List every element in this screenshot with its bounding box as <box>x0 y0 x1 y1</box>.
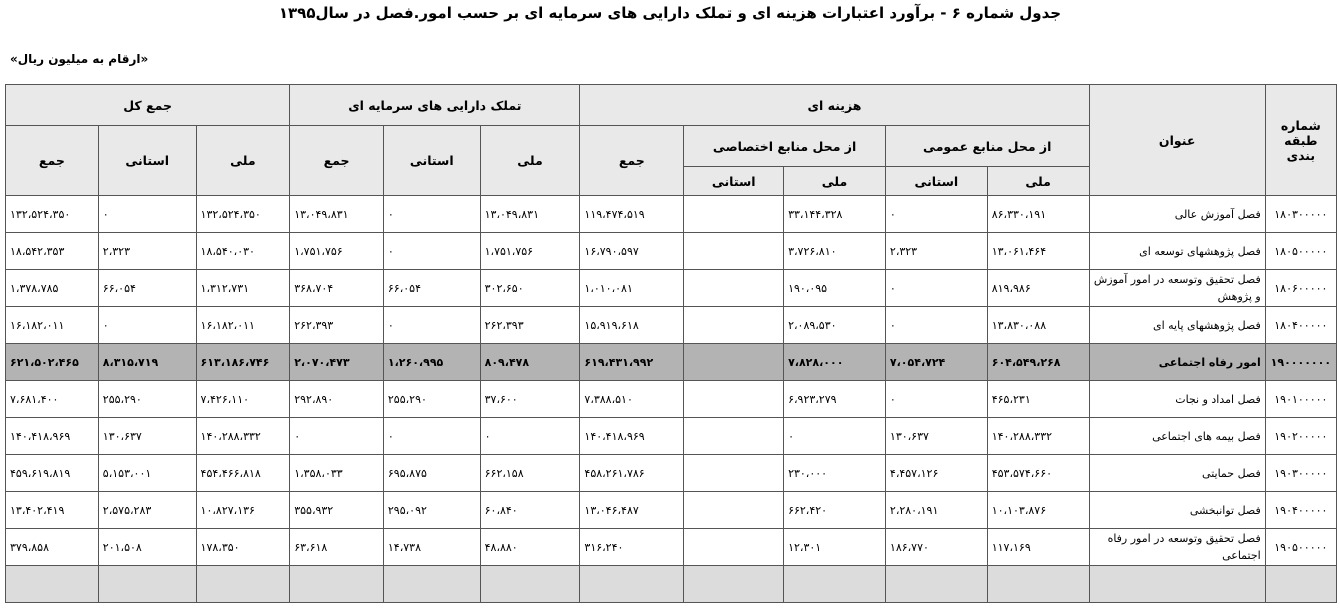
cell-tot-prov: ۰ <box>98 307 196 344</box>
header-private-national: ملی <box>784 167 886 196</box>
cell-tot-sum: ۳۷۹،۸۵۸ <box>6 529 99 566</box>
cell-name: فصل بیمه های اجتماعی <box>1089 418 1265 455</box>
cell-code: ۱۸۰۶۰۰۰۰۰ <box>1265 270 1336 307</box>
cell-code: ۱۹۰۲۰۰۰۰۰ <box>1265 418 1336 455</box>
cell-name: فصل پژوهشهای توسعه ای <box>1089 233 1265 270</box>
cell-exp-priv-prov <box>684 344 784 381</box>
cell-partial <box>1089 566 1265 603</box>
cell-exp-priv-nat: ۲۳۰،۰۰۰ <box>784 455 886 492</box>
cell-exp-sum: ۶۱۹،۴۳۱،۹۹۲ <box>580 344 684 381</box>
cell-cap-nat: ۱،۷۵۱،۷۵۶ <box>480 233 580 270</box>
cell-tot-prov: ۱۳۰،۶۳۷ <box>98 418 196 455</box>
cell-exp-sum: ۱۵،۹۱۹،۶۱۸ <box>580 307 684 344</box>
cell-partial <box>383 566 480 603</box>
cell-exp-pub-nat: ۴۶۵،۲۳۱ <box>987 381 1089 418</box>
header-private-source: از محل منابع اختصاصی <box>684 126 886 167</box>
cell-code: ۱۹۰۰۰۰۰۰۰ <box>1265 344 1336 381</box>
cell-name: امور رفاه اجتماعی <box>1089 344 1265 381</box>
cell-exp-pub-nat: ۱۱۷،۱۶۹ <box>987 529 1089 566</box>
cell-partial <box>6 566 99 603</box>
cell-exp-pub-prov: ۴،۴۵۷،۱۲۶ <box>885 455 987 492</box>
cell-tot-nat: ۱۷۸،۳۵۰ <box>196 529 290 566</box>
cell-exp-pub-nat: ۶۰۴،۵۴۹،۲۶۸ <box>987 344 1089 381</box>
cell-exp-pub-prov: ۲،۳۲۳ <box>885 233 987 270</box>
cell-tot-sum: ۷،۶۸۱،۴۰۰ <box>6 381 99 418</box>
header-expense: هزینه ای <box>580 85 1089 126</box>
cell-exp-pub-prov: ۱۳۰،۶۳۷ <box>885 418 987 455</box>
cell-partial <box>684 566 784 603</box>
header-code: شماره طبقه بندی <box>1265 85 1336 196</box>
cell-exp-pub-nat: ۱۳،۰۶۱،۴۶۴ <box>987 233 1089 270</box>
cell-partial <box>987 566 1089 603</box>
header-total-provincial: استانی <box>98 126 196 196</box>
cell-tot-nat: ۷،۴۲۶،۱۱۰ <box>196 381 290 418</box>
cell-name: فصل پژوهشهای پایه ای <box>1089 307 1265 344</box>
cell-tot-prov: ۲،۳۲۳ <box>98 233 196 270</box>
header-total-sum: جمع <box>6 126 99 196</box>
cell-tot-sum: ۶۲۱،۵۰۲،۴۶۵ <box>6 344 99 381</box>
cell-exp-pub-nat: ۱۴۰،۲۸۸،۳۳۲ <box>987 418 1089 455</box>
cell-exp-sum: ۱۴۰،۴۱۸،۹۶۹ <box>580 418 684 455</box>
cell-cap-nat: ۶۰،۸۴۰ <box>480 492 580 529</box>
cell-name: فصل تحقیق وتوسعه در امور رفاه اجتماعی <box>1089 529 1265 566</box>
table-row <box>6 418 1337 455</box>
cell-cap-nat: ۰ <box>480 418 580 455</box>
table-row <box>6 455 1337 492</box>
cell-tot-nat: ۱۴۰،۲۸۸،۳۳۲ <box>196 418 290 455</box>
cell-tot-sum: ۴۵۹،۶۱۹،۸۱۹ <box>6 455 99 492</box>
cell-exp-priv-prov <box>684 233 784 270</box>
cell-code: ۱۸۰۳۰۰۰۰۰ <box>1265 196 1336 233</box>
cell-exp-priv-prov <box>684 381 784 418</box>
table-row <box>6 233 1337 270</box>
header-grand-total: جمع کل <box>6 85 290 126</box>
table-row-total <box>6 344 1337 381</box>
cell-exp-pub-nat: ۸۱۹،۹۸۶ <box>987 270 1089 307</box>
cell-tot-sum: ۱۴۰،۴۱۸،۹۶۹ <box>6 418 99 455</box>
cell-tot-prov: ۲،۵۷۵،۲۸۳ <box>98 492 196 529</box>
cell-code: ۱۹۰۳۰۰۰۰۰ <box>1265 455 1336 492</box>
cell-tot-nat: ۱،۳۱۲،۷۳۱ <box>196 270 290 307</box>
cell-exp-priv-nat: ۱۹۰،۰۹۵ <box>784 270 886 307</box>
cell-partial <box>196 566 290 603</box>
cell-code: ۱۸۰۵۰۰۰۰۰ <box>1265 233 1336 270</box>
cell-tot-nat: ۶۱۳،۱۸۶،۷۴۶ <box>196 344 290 381</box>
header-capital: تملک دارایی های سرمایه ای <box>290 85 580 126</box>
cell-partial <box>98 566 196 603</box>
cell-cap-sum: ۲،۰۷۰،۴۷۳ <box>290 344 384 381</box>
header-name: عنوان <box>1089 85 1265 196</box>
table-row <box>6 529 1337 566</box>
table-row <box>6 381 1337 418</box>
cell-exp-pub-prov: ۷،۰۵۴،۷۲۴ <box>885 344 987 381</box>
cell-exp-sum: ۴۵۸،۲۶۱،۷۸۶ <box>580 455 684 492</box>
cell-exp-pub-prov: ۰ <box>885 307 987 344</box>
cell-tot-sum: ۱۳۲،۵۲۴،۳۵۰ <box>6 196 99 233</box>
header-expense-sum: جمع <box>580 126 684 196</box>
cell-cap-sum: ۱۳،۰۴۹،۸۳۱ <box>290 196 384 233</box>
cell-cap-prov: ۰ <box>383 196 480 233</box>
cell-exp-priv-prov <box>684 418 784 455</box>
cell-code: ۱۹۰۵۰۰۰۰۰ <box>1265 529 1336 566</box>
cell-tot-prov: ۶۶،۰۵۴ <box>98 270 196 307</box>
cell-exp-priv-nat: ۲،۰۸۹،۵۳۰ <box>784 307 886 344</box>
header-capital-provincial: استانی <box>383 126 480 196</box>
cell-cap-sum: ۱،۳۵۸،۰۳۳ <box>290 455 384 492</box>
cell-exp-sum: ۱،۰۱۰،۰۸۱ <box>580 270 684 307</box>
cell-exp-pub-nat: ۴۵۳،۵۷۴،۶۶۰ <box>987 455 1089 492</box>
header-total-national: ملی <box>196 126 290 196</box>
cell-partial <box>580 566 684 603</box>
cell-code: ۱۸۰۴۰۰۰۰۰ <box>1265 307 1336 344</box>
cell-cap-prov: ۶۶،۰۵۴ <box>383 270 480 307</box>
cell-cap-sum: ۶۳،۶۱۸ <box>290 529 384 566</box>
cell-exp-priv-prov <box>684 307 784 344</box>
cell-cap-nat: ۶۶۲،۱۵۸ <box>480 455 580 492</box>
cell-tot-nat: ۱۶،۱۸۲،۰۱۱ <box>196 307 290 344</box>
table-row-partial <box>6 566 1337 603</box>
cell-cap-prov: ۰ <box>383 233 480 270</box>
cell-exp-priv-prov <box>684 492 784 529</box>
cell-partial <box>885 566 987 603</box>
cell-tot-prov: ۲۰۱،۵۰۸ <box>98 529 196 566</box>
cell-cap-nat: ۴۸،۸۸۰ <box>480 529 580 566</box>
table-title: جدول شماره ۶ - برآورد اعتبارات هزینه ای و تملک دارایی های سرمایه ای بر حسب امور.فصل در سال۱۳۹۵ <box>278 4 1062 22</box>
cell-tot-nat: ۱۰،۸۲۷،۱۳۶ <box>196 492 290 529</box>
cell-exp-priv-nat: ۰ <box>784 418 886 455</box>
cell-exp-pub-prov: ۰ <box>885 381 987 418</box>
cell-cap-sum: ۰ <box>290 418 384 455</box>
cell-cap-nat: ۳۷،۶۰۰ <box>480 381 580 418</box>
cell-exp-priv-nat: ۶۶۲،۴۲۰ <box>784 492 886 529</box>
table-row <box>6 196 1337 233</box>
cell-tot-prov: ۲۵۵،۲۹۰ <box>98 381 196 418</box>
table-row <box>6 492 1337 529</box>
cell-tot-nat: ۱۳۲،۵۲۴،۳۵۰ <box>196 196 290 233</box>
cell-tot-sum: ۱۸،۵۴۲،۳۵۳ <box>6 233 99 270</box>
cell-tot-prov: ۵،۱۵۳،۰۰۱ <box>98 455 196 492</box>
cell-cap-sum: ۲۶۲،۳۹۳ <box>290 307 384 344</box>
cell-cap-prov: ۰ <box>383 418 480 455</box>
header-private-provincial: استانی <box>684 167 784 196</box>
cell-partial <box>290 566 384 603</box>
cell-cap-nat: ۸۰۹،۴۷۸ <box>480 344 580 381</box>
cell-exp-pub-nat: ۱۰،۱۰۳،۸۷۶ <box>987 492 1089 529</box>
cell-tot-sum: ۱۳،۴۰۲،۴۱۹ <box>6 492 99 529</box>
cell-code: ۱۹۰۴۰۰۰۰۰ <box>1265 492 1336 529</box>
cell-exp-priv-nat: ۱۲،۳۰۱ <box>784 529 886 566</box>
cell-cap-prov: ۱،۲۶۰،۹۹۵ <box>383 344 480 381</box>
header-capital-sum: جمع <box>290 126 384 196</box>
cell-exp-priv-prov <box>684 529 784 566</box>
cell-tot-nat: ۴۵۴،۴۶۶،۸۱۸ <box>196 455 290 492</box>
cell-exp-pub-prov: ۰ <box>885 270 987 307</box>
cell-exp-priv-nat: ۳،۷۲۶،۸۱۰ <box>784 233 886 270</box>
cell-name: فصل توانبخشی <box>1089 492 1265 529</box>
cell-cap-sum: ۱،۷۵۱،۷۵۶ <box>290 233 384 270</box>
cell-cap-sum: ۲۹۲،۸۹۰ <box>290 381 384 418</box>
cell-tot-sum: ۱،۳۷۸،۷۸۵ <box>6 270 99 307</box>
header-public-source: از محل منابع عمومی <box>885 126 1089 167</box>
cell-cap-prov: ۰ <box>383 307 480 344</box>
cell-exp-priv-prov <box>684 455 784 492</box>
cell-cap-nat: ۱۳،۰۴۹،۸۳۱ <box>480 196 580 233</box>
cell-exp-priv-prov <box>684 270 784 307</box>
cell-exp-pub-nat: ۱۳،۸۳۰،۰۸۸ <box>987 307 1089 344</box>
cell-partial <box>1265 566 1336 603</box>
cell-exp-sum: ۱۳،۰۴۶،۴۸۷ <box>580 492 684 529</box>
cell-exp-pub-nat: ۸۶،۳۳۰،۱۹۱ <box>987 196 1089 233</box>
cell-name: فصل آموزش عالی <box>1089 196 1265 233</box>
cell-name: فصل تحقیق وتوسعه در امور آموزش و پژوهش <box>1089 270 1265 307</box>
budget-table <box>5 84 1337 603</box>
cell-exp-sum: ۷،۳۸۸،۵۱۰ <box>580 381 684 418</box>
cell-exp-priv-prov <box>684 196 784 233</box>
cell-name: فصل امداد و نجات <box>1089 381 1265 418</box>
cell-cap-nat: ۳۰۲،۶۵۰ <box>480 270 580 307</box>
cell-exp-pub-prov: ۲،۲۸۰،۱۹۱ <box>885 492 987 529</box>
cell-tot-sum: ۱۶،۱۸۲،۰۱۱ <box>6 307 99 344</box>
cell-exp-priv-nat: ۷،۸۲۸،۰۰۰ <box>784 344 886 381</box>
cell-cap-prov: ۶۹۵،۸۷۵ <box>383 455 480 492</box>
table-row <box>6 270 1337 307</box>
cell-cap-prov: ۲۹۵،۰۹۲ <box>383 492 480 529</box>
cell-cap-sum: ۳۶۸،۷۰۴ <box>290 270 384 307</box>
cell-partial <box>480 566 580 603</box>
cell-cap-prov: ۱۴،۷۳۸ <box>383 529 480 566</box>
cell-tot-nat: ۱۸،۵۴۰،۰۳۰ <box>196 233 290 270</box>
cell-exp-sum: ۱۱۹،۴۷۴،۵۱۹ <box>580 196 684 233</box>
cell-exp-priv-nat: ۶،۹۲۳،۲۷۹ <box>784 381 886 418</box>
cell-tot-prov: ۸،۳۱۵،۷۱۹ <box>98 344 196 381</box>
cell-exp-priv-nat: ۳۳،۱۴۴،۳۲۸ <box>784 196 886 233</box>
cell-cap-nat: ۲۶۲،۳۹۳ <box>480 307 580 344</box>
header-public-national: ملی <box>987 167 1089 196</box>
cell-code: ۱۹۰۱۰۰۰۰۰ <box>1265 381 1336 418</box>
cell-name: فصل حمایتی <box>1089 455 1265 492</box>
header-capital-national: ملی <box>480 126 580 196</box>
cell-cap-prov: ۲۵۵،۲۹۰ <box>383 381 480 418</box>
cell-exp-sum: ۳۱۶،۲۴۰ <box>580 529 684 566</box>
unit-note: «ارقام به میلیون ریال» <box>10 52 149 66</box>
table-row <box>6 307 1337 344</box>
cell-exp-pub-prov: ۰ <box>885 196 987 233</box>
cell-cap-sum: ۳۵۵،۹۳۲ <box>290 492 384 529</box>
cell-tot-prov: ۰ <box>98 196 196 233</box>
cell-exp-sum: ۱۶،۷۹۰،۵۹۷ <box>580 233 684 270</box>
cell-exp-pub-prov: ۱۸۶،۷۷۰ <box>885 529 987 566</box>
header-public-provincial: استانی <box>885 167 987 196</box>
cell-partial <box>784 566 886 603</box>
